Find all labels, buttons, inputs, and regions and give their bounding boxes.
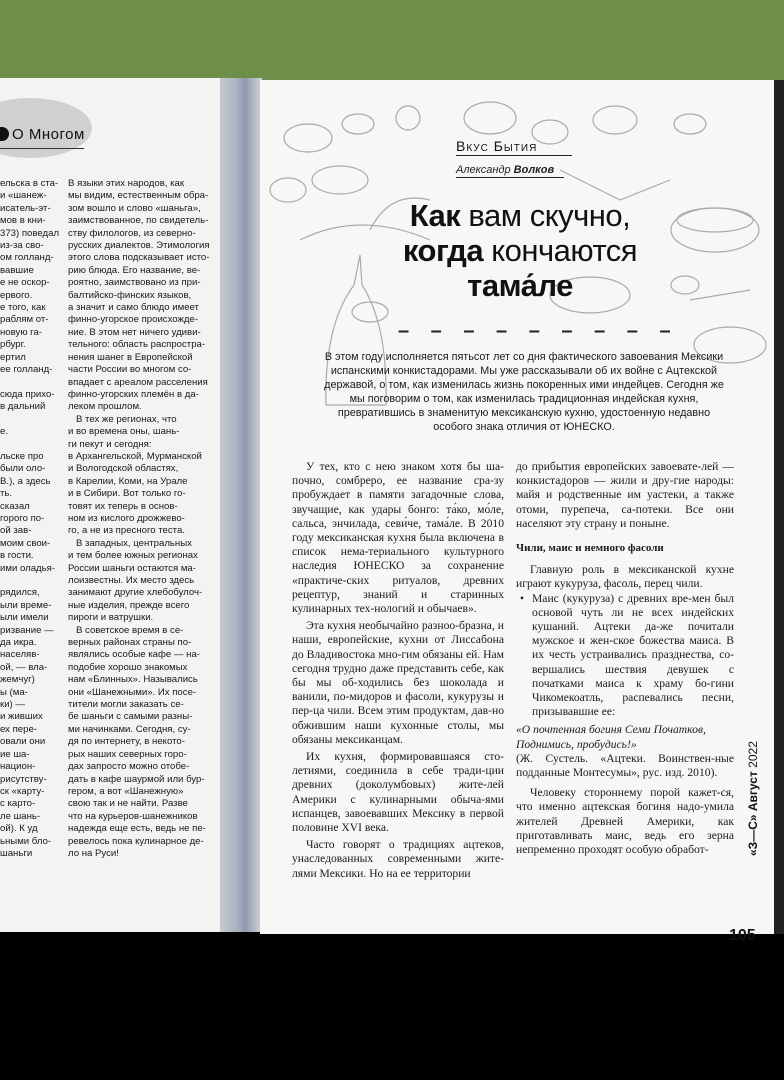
text-line: балтийско-финских языков, [68, 289, 192, 301]
magazine-name: «З—С» [746, 814, 760, 856]
text-line: в гости. [0, 550, 34, 562]
text-line: нения шанег в Европейской [68, 351, 193, 363]
article-column-2 [516, 460, 734, 857]
text-line: рядился, [0, 587, 40, 599]
subheading: Чили, маис и немного фасоли [516, 542, 664, 555]
text-line: В советское время в се- [68, 624, 184, 636]
text-line: и тем более южных регионах [68, 550, 198, 562]
text-line: ло на Руси! [68, 847, 119, 859]
text-line: с карто- [0, 798, 36, 810]
left-column-1 [0, 178, 62, 860]
text-line: тители могли заказать се- [68, 699, 184, 711]
text-line: ертил [0, 351, 26, 363]
text-line: русских диалектов. Этимология [68, 240, 210, 252]
text-line: В тех же регионах, что [68, 413, 177, 425]
right-page [260, 80, 774, 944]
text-line: заимствованное, по свидетель- [68, 215, 209, 227]
text-line: бе шаньги с самыми разны- [68, 711, 193, 723]
text-line: овали они [0, 736, 46, 748]
text-line: а значит и само блюдо имеет [68, 302, 199, 314]
text-line: ск «карту- [0, 785, 45, 797]
text-line: были оло- [0, 463, 46, 475]
paragraph: Часто говорят о традициях ацтеков, унаследованных современными жите-лями Мексики. Но на ее территории [292, 838, 504, 880]
quote-source: (Ж. Сустель. «Ацтеки. Воинствен-ные подданные Монтесумы», рус. изд. 2010). [516, 751, 734, 780]
text-line: населяв- [0, 649, 40, 661]
text-line: и живших [0, 711, 43, 723]
bullet-item [516, 592, 734, 720]
paragraph: У тех, кто с нею знаком хотя бы ша-почно, сомбреро, ее название сра-зу пробуждает в памяти загадочные слова, звучащие, как удары бонго: та́ко, мо́ле, сальса, энчилада, севи́че, тама́ле. В 2010 году мексиканская кухня была включена в список нема-териального культурного наследия ЮНЕСКО за сохранение «практиче-ских ритуалов, древних рецептур, знаний и старинных кулинарных тех-нологий и обычаев». [292, 460, 504, 616]
text-line: этого слова подсказывает исто- [68, 252, 210, 264]
text-line: тельного: область распростра- [68, 339, 206, 351]
author-byline [456, 164, 554, 176]
lead-paragraph: В этом году исполняется пятьсот лет со дня фактического завоевания Мексики испанскими конкистадорами. Мы уже рассказывали об их войне с Ацтекской державой, о том, как изменилась жизнь покоренных ими индейцев. Сегодня же мы поговорим о том, как изменилась традиционная индейская кухня, превратившись в знаменитую мексиканскую кухню, удостоенную недавно особого знака отличия от ЮНЕСКО. [324, 351, 724, 433]
text-line: раблям от- [0, 314, 49, 326]
paragraph: Их кухня, формировавшаяся сто-летиями, соединила в себе тради-ции древних (доколумбовых) жите-лей Америки с кулинарными обыча-ями испанцев, завоевавших Мексику в первой половине XVI века. [292, 750, 504, 835]
text-line: и «шанеж- [0, 190, 47, 202]
text-line: ревелось пока кулинарное де- [68, 835, 204, 847]
text-line: рых наших северных горо- [68, 748, 187, 760]
text-line: ми начинками. Сегодня, су- [68, 723, 191, 735]
text-line: 373) поведал [0, 227, 60, 239]
text-line: ее голланд- [0, 364, 53, 376]
text-line: исатель-эт- [0, 202, 51, 214]
text-line: сюда прихо- [0, 388, 55, 400]
text-line: ех пере- [0, 723, 37, 735]
text-line: ом голланд- [0, 252, 54, 264]
paragraph: до прибытия европейских завоевате-лей — конкистадоров — жили и дру-гие народы: майя и родственные им уастеки, а также отоми, пурепеча, са-потеки. Все они населяют эту страну и поныне. [516, 460, 734, 530]
text-line: жемчуг) [0, 674, 35, 686]
text-line: ги пекут и сегодня: [68, 438, 152, 450]
text-line: ой). К уд [0, 823, 38, 835]
text-line: являлись особые кафе — на- [68, 649, 200, 661]
paragraph: Эта кухня необычайно разноо-бразна, и наши, европейские, кухни от Лиссабона до Владивостока мно-гим обязаны ей. Нам сегодня трудно даже представить себе, как бы мы об-ходились без шоколада и ванили, по-мидоров и фасоли, кукурузы и пер-ца чили. Всем этим продуктам, дав-но обжившим наши кухонные столы, мы обязаны мексиканцам. [292, 619, 504, 746]
title-word-1: Как [409, 198, 461, 233]
text-line: В.), а здесь [0, 475, 51, 487]
text-line: что на курьеров-шанежников [68, 810, 198, 822]
vertical-issue-label [746, 741, 760, 856]
header-marker-icon [0, 127, 9, 141]
rubric-rule [456, 155, 572, 156]
text-line [0, 575, 62, 587]
text-line: ой зав- [0, 525, 32, 537]
text-line: в дальний [0, 401, 46, 413]
text-line: сказал [0, 500, 30, 512]
text-line: моим свои- [0, 537, 51, 549]
text-line: пироги и ватрушки. [68, 612, 154, 624]
text-line: и Вологодской областях, [68, 463, 179, 475]
text-line: вавшие [0, 264, 34, 276]
text-line: рию блюда. Его название, ве- [68, 264, 201, 276]
page-edge [774, 80, 784, 934]
text-line: да икра. [0, 637, 37, 649]
text-line: мы видим, естественным обра- [68, 190, 209, 202]
scan-background-top [0, 0, 784, 80]
text-line: из-за сво- [0, 240, 44, 252]
text-line: рисутству- [0, 773, 47, 785]
text-line: роятно, заимствовано из при- [68, 277, 201, 289]
text-line: ьными бло- [0, 835, 52, 847]
text-line: дах запросто можно отобе- [68, 761, 190, 773]
text-line: леком прошлом. [68, 401, 142, 413]
text-line: подобие хорошо знакомых [68, 661, 188, 673]
text-line: е не оскор- [0, 277, 50, 289]
bullet-icon: • [520, 591, 525, 605]
section-header-text: О Многом [12, 126, 85, 143]
text-line: шаньги [0, 847, 33, 859]
text-line: льске про [0, 450, 44, 462]
text-line: впадает с ареалом расселения [68, 376, 208, 388]
text-line: и во времена оны, шань- [68, 426, 180, 438]
text-line: верных районах страны по- [68, 637, 192, 649]
text-line: ыли време- [0, 599, 52, 611]
text-line [0, 439, 62, 451]
author-rule [456, 177, 564, 178]
text-line [0, 377, 62, 389]
title-line-2-rest: кончаются [483, 233, 638, 268]
title-line-1-rest: вам скучно, [460, 198, 631, 233]
text-line: го, а не из пресного теста. [68, 525, 185, 537]
left-page [0, 78, 232, 932]
title-word-3: тама́ле [467, 268, 573, 303]
text-line: гером, а вот «Шанежную» [68, 785, 184, 797]
text-line: ы (ма- [0, 686, 28, 698]
dash-rule: – – – – – – – – – [398, 320, 679, 342]
book-gutter [220, 78, 262, 932]
article-column-1 [292, 460, 504, 881]
text-line: части России во многом со- [68, 364, 192, 376]
text-line: дя по интернету, в некото- [68, 736, 185, 748]
text-line: России шаньги остаются ма- [68, 562, 196, 574]
text-line [0, 414, 62, 426]
text-line: финно-угорское происхожде- [68, 314, 199, 326]
text-line: горого по- [0, 512, 45, 524]
text-line: и в Сибири. Вот только го- [68, 488, 186, 500]
text-line: В западных, центральных [68, 537, 192, 549]
scan-background-bottom [0, 955, 784, 1080]
text-line: ние. В этом нет ничего удиви- [68, 326, 201, 338]
text-line: ном из кислого дрожжево- [68, 512, 185, 524]
text-line: ой, — вла- [0, 661, 48, 673]
paragraph: Человеку стороннему порой кажет-ся, что именно ацтекская богиня надо-умила жителей Древней Америки, как приготавливать маис, ведь его зерна непременно проходят особую обработ- [516, 786, 734, 857]
text-line: лоизвестны. Их место здесь [68, 575, 195, 586]
author-last-name: Волков [513, 164, 555, 176]
issue-month: Август [746, 771, 760, 812]
text-line: ыли имели [0, 612, 49, 624]
quote: «О почтенная богиня Семи Початков, Поднимись, пробудись!» [516, 723, 706, 751]
text-line: занимают другие хлебобулоч- [68, 587, 203, 599]
text-line: мов в кни- [0, 215, 46, 227]
text-line: е того, как [0, 302, 46, 314]
section-header [0, 126, 85, 143]
text-line: ки) — [0, 699, 26, 711]
text-line: ие ша- [0, 748, 30, 760]
text-line: ные изделия, прежде всего [68, 599, 190, 611]
text-line: товят их теперь в основ- [68, 500, 178, 512]
text-line: зом вошло и слово «шаньга», [68, 202, 201, 214]
text-line: рбург. [0, 339, 26, 351]
bullet-text: Маис (кукуруза) с древних вре-мен был основой чуть ли не всех индейских кушаний. Ацтеки да-же почитали мужское и жен-ское божества маиса. В их честь устраивались празднества, со-вершались шествия девушек с початками маиса к храму бо-гини Чикомекоатль, распевались песни, призывавшие ее: [532, 591, 734, 719]
text-line: ими оладья- [0, 562, 56, 574]
rubric: Вкус Бытия [456, 138, 538, 154]
author-first-name: Александр [456, 164, 511, 176]
text-line: ле шань- [0, 810, 41, 822]
text-line: свою так и не найти. Разве [68, 798, 188, 810]
text-line: надежда еще есть, ведь не пе- [68, 823, 206, 835]
text-line: они «Шанежными». Их посе- [68, 686, 197, 698]
text-line: ству филологов, из северно- [68, 227, 196, 239]
text-line: нам «Блинных». Назывались [68, 674, 198, 686]
title-word-2: когда [402, 233, 484, 268]
text-line: ервого. [0, 289, 33, 301]
text-line: национ- [0, 761, 36, 773]
article-title [320, 198, 720, 303]
text-line: ельска в ста- [0, 178, 59, 189]
text-line: дать в кафе шаурмой или бур- [68, 773, 205, 785]
issue-year: 2022 [746, 741, 760, 768]
text-line: в Архангельской, Мурманской [68, 450, 202, 462]
text-line: в Карелии, Коми, на Урале [68, 475, 188, 487]
text-line: ризвание — [0, 624, 54, 636]
text-line: новую га- [0, 326, 42, 338]
text-line: финно-угорских племён в да- [68, 388, 199, 400]
header-rule [0, 148, 84, 149]
left-column-2 [68, 178, 218, 860]
text-line: ть. [0, 488, 13, 500]
text-line: е. [0, 426, 9, 438]
paragraph: Главную роль в мексиканской кухне играют кукуруза, фасоль, перец чили. [516, 563, 734, 591]
text-line: В языки этих народов, как [68, 178, 185, 189]
page-number: 105 [729, 927, 756, 944]
